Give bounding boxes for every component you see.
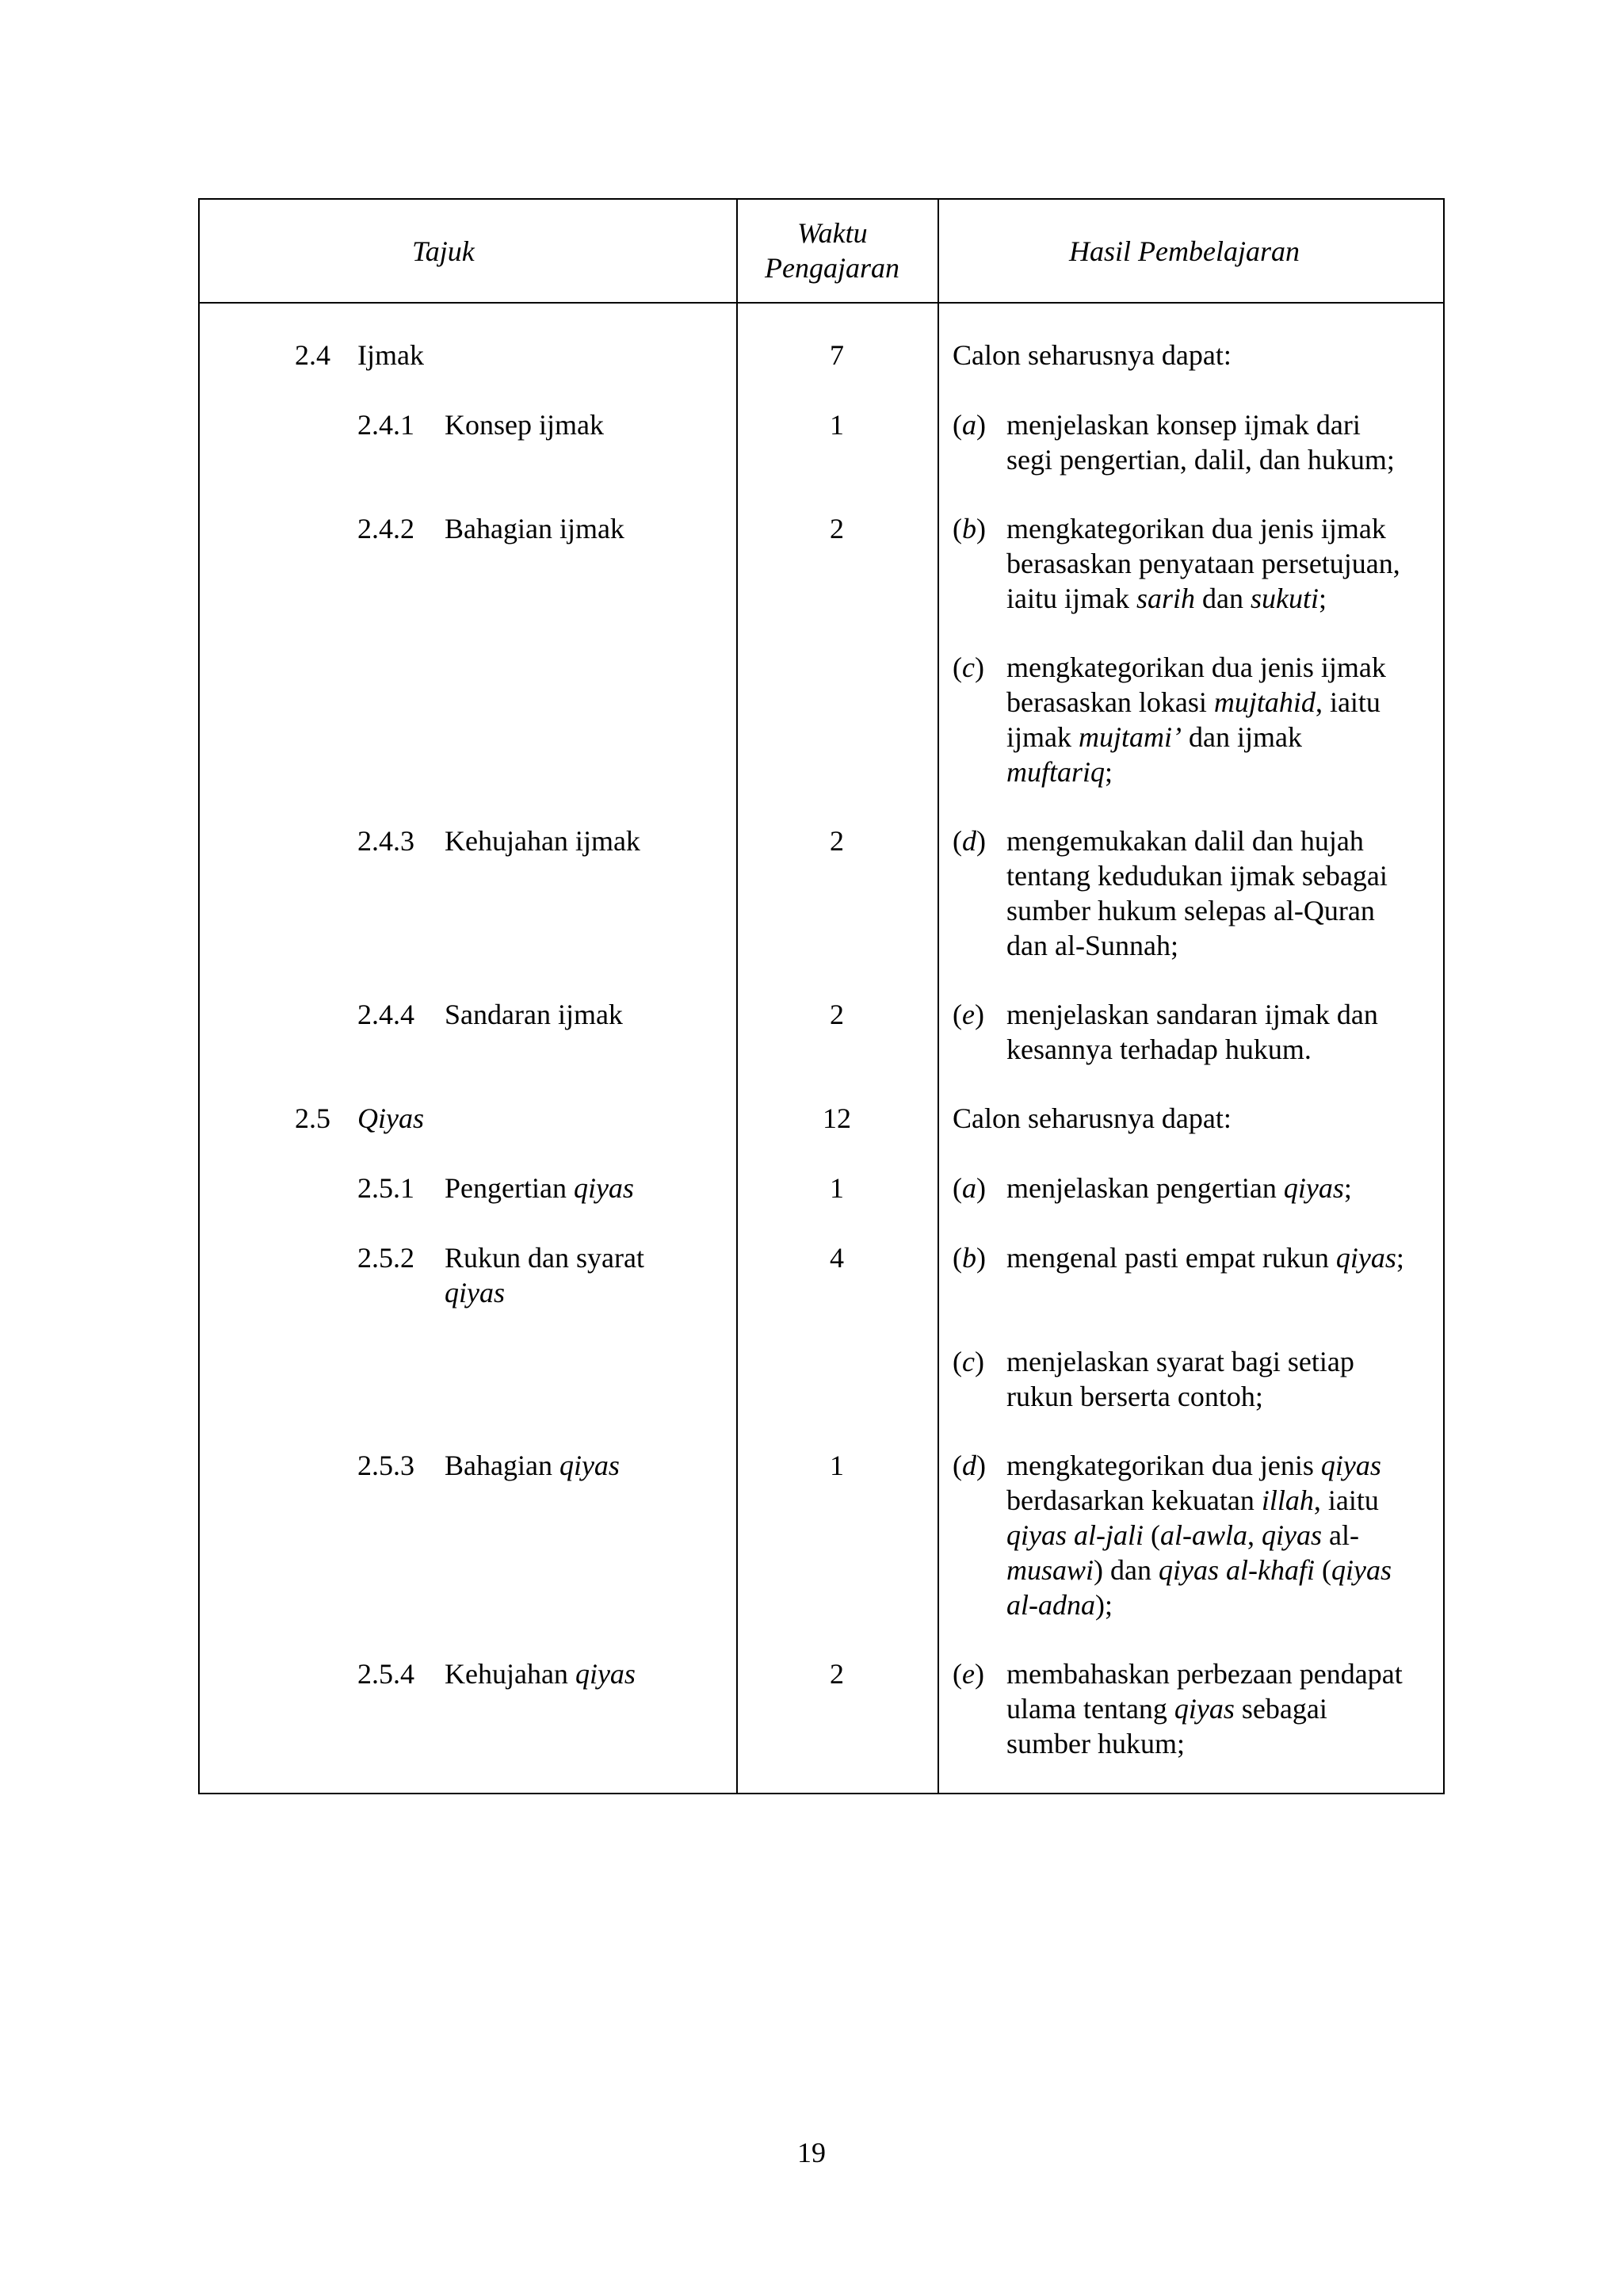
outcome-line: membahaskan perbezaan pendapat <box>1006 1658 1403 1690</box>
outcome-line: menjelaskan konsep ijmak dari <box>1006 409 1361 441</box>
outcome-line: qiyas al-jali (al-awla, qiyas al- <box>1006 1519 1359 1551</box>
outcome-label: (d) <box>953 825 986 857</box>
outcome-line: mengemukakan dalil dan hujah <box>1006 825 1364 857</box>
topic-hours: 7 <box>830 339 844 371</box>
outcome-line: mengkategorikan dua jenis ijmak <box>1006 513 1386 544</box>
outcome-intro: Calon seharusnya dapat: <box>953 339 1232 371</box>
subtopic-title: Sandaran ijmak <box>445 999 623 1030</box>
outcome-line: segi pengertian, dalil, dan hukum; <box>1006 444 1395 476</box>
topic-hours: 12 <box>823 1102 851 1134</box>
subtopic-title: Kehujahan ijmak <box>445 825 640 857</box>
subtopic-number: 2.5.4 <box>357 1658 414 1690</box>
outcome-line: mengkategorikan dua jenis qiyas <box>1006 1450 1381 1481</box>
outcome-label: (b) <box>953 1242 986 1274</box>
page-number: 19 <box>797 2137 826 2168</box>
outcome-label: (a) <box>953 409 986 441</box>
subtopic-hours: 2 <box>830 999 844 1030</box>
topic-number: 2.4 <box>295 339 330 371</box>
subtopic-hours: 2 <box>830 1658 844 1690</box>
outcome-label: (c) <box>953 651 984 683</box>
column-divider <box>736 200 738 1793</box>
column-divider <box>938 200 939 1793</box>
outcome-label: (a) <box>953 1172 986 1204</box>
subtopic-title: Bahagian qiyas <box>445 1450 620 1481</box>
outcome-line: ijmak mujtami’ dan ijmak <box>1006 721 1302 753</box>
subtopic-number: 2.5.1 <box>357 1172 414 1204</box>
outcome-line: al-adna); <box>1006 1589 1113 1621</box>
outcome-label: (e) <box>953 999 984 1030</box>
subtopic-title: Bahagian ijmak <box>445 513 624 544</box>
outcome-line: tentang kedudukan ijmak sebagai <box>1006 860 1388 892</box>
subtopic-number: 2.4.2 <box>357 513 414 544</box>
topic-title: Qiyas <box>357 1102 424 1134</box>
outcome-line: ulama tentang qiyas sebagai <box>1006 1693 1327 1725</box>
subtopic-hours: 1 <box>830 409 844 441</box>
header-divider <box>200 302 1443 304</box>
outcome-label: (e) <box>953 1658 984 1690</box>
outcome-intro: Calon seharusnya dapat: <box>953 1102 1232 1134</box>
topic-title: Ijmak <box>357 339 424 371</box>
header-waktu: Waktu <box>797 217 868 249</box>
subtopic-number: 2.4.4 <box>357 999 414 1030</box>
subtopic-title: Kehujahan qiyas <box>445 1658 636 1690</box>
subtopic-number: 2.5.3 <box>357 1450 414 1481</box>
outcome-line: sumber hukum selepas al-Quran <box>1006 895 1375 926</box>
subtopic-number: 2.4.1 <box>357 409 414 441</box>
subtopic-hours: 2 <box>830 825 844 857</box>
outcome-line: berdasarkan kekuatan illah, iaitu <box>1006 1484 1379 1516</box>
outcome-line: sumber hukum; <box>1006 1728 1185 1759</box>
outcome-line: mengkategorikan dua jenis ijmak <box>1006 651 1386 683</box>
subtopic-hours: 2 <box>830 513 844 544</box>
outcome-line: dan al-Sunnah; <box>1006 930 1178 961</box>
outcome-line: berasaskan lokasi mujtahid, iaitu <box>1006 686 1381 718</box>
subtopic-title: Konsep ijmak <box>445 409 604 441</box>
outcome-line: menjelaskan pengertian qiyas; <box>1006 1172 1352 1204</box>
outcome-label: (c) <box>953 1346 984 1377</box>
subtopic-hours: 1 <box>830 1450 844 1481</box>
outcome-line: iaitu ijmak sarih dan sukuti; <box>1006 583 1327 614</box>
header-hasil-pembelajaran: Hasil Pembelajaran <box>1069 235 1300 267</box>
outcome-label: (d) <box>953 1450 986 1481</box>
header-tajuk: Tajuk <box>412 235 475 267</box>
outcome-line: menjelaskan syarat bagi setiap <box>1006 1346 1354 1377</box>
subtopic-title-continuation: qiyas <box>445 1277 505 1308</box>
header-pengajaran: Pengajaran <box>765 252 899 284</box>
topic-number: 2.5 <box>295 1102 330 1134</box>
outcome-line: musawi) dan qiyas al-khafi (qiyas <box>1006 1554 1392 1586</box>
outcome-line: kesannya terhadap hukum. <box>1006 1033 1312 1065</box>
outcome-line: berasaskan penyataan persetujuan, <box>1006 548 1400 579</box>
outcome-line: muftariq; <box>1006 756 1113 788</box>
subtopic-number: 2.4.3 <box>357 825 414 857</box>
outcome-line: menjelaskan sandaran ijmak dan <box>1006 999 1378 1030</box>
subtopic-hours: 4 <box>830 1242 844 1274</box>
subtopic-title: Pengertian qiyas <box>445 1172 634 1204</box>
outcome-line: mengenal pasti empat rukun qiyas; <box>1006 1242 1404 1274</box>
outcome-label: (b) <box>953 513 986 544</box>
subtopic-title: Rukun dan syarat <box>445 1242 644 1274</box>
subtopic-hours: 1 <box>830 1172 844 1204</box>
subtopic-number: 2.5.2 <box>357 1242 414 1274</box>
outcome-line: rukun berserta contoh; <box>1006 1381 1263 1412</box>
